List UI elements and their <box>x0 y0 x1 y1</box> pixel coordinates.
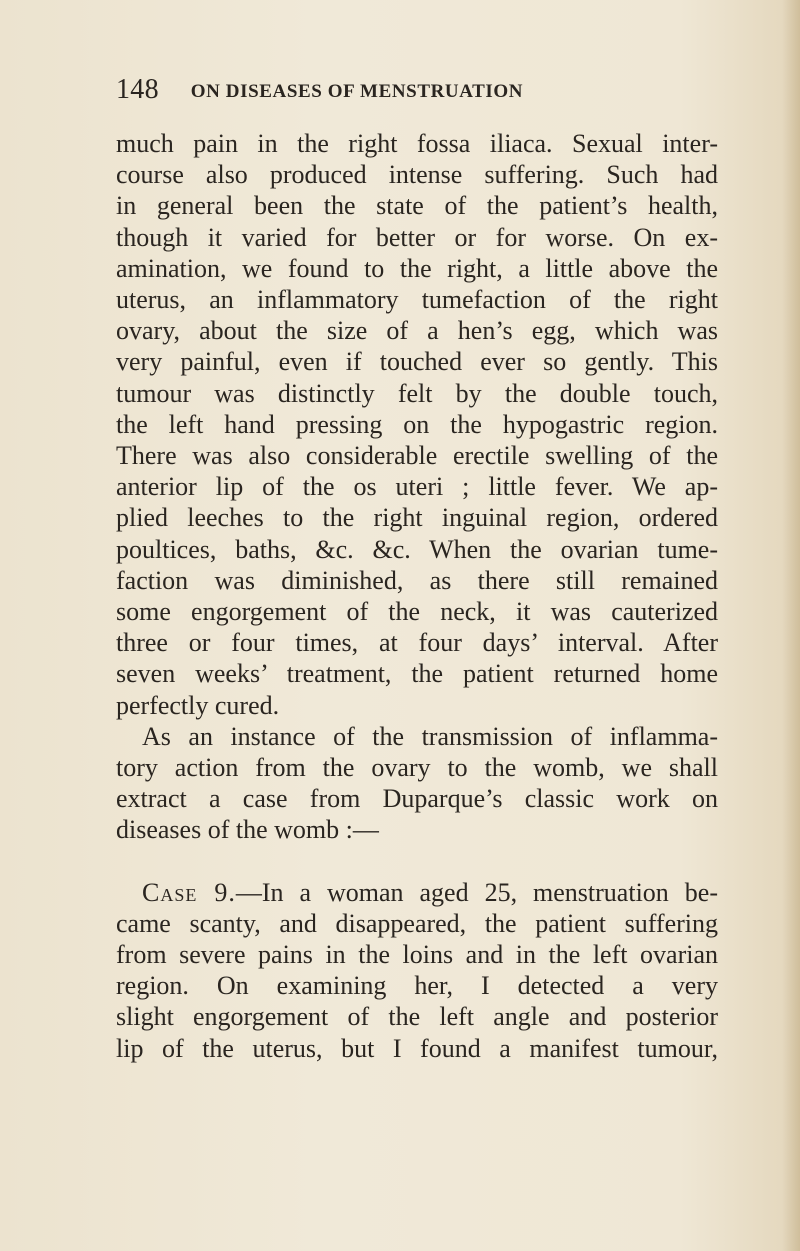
text-line: extract a case from Duparque’s classic work on <box>116 784 718 814</box>
text-line: amination, we found to the right, a little above the <box>116 253 718 283</box>
text-line: from severe pains in the loins and in the left ovarian <box>116 940 718 970</box>
page-number: 148 <box>116 74 159 105</box>
text-line: region. On examining her, I detected a very <box>116 971 718 1001</box>
text-line: tory action from the ovary to the womb, we shall <box>116 753 718 783</box>
text-line: diseases of the womb :— <box>116 815 379 845</box>
text-line: slight engorgement of the left angle and posterior <box>116 1002 718 1032</box>
body-text <box>116 128 718 1064</box>
text-line: As an instance of the transmission of inflamma- <box>142 721 718 751</box>
paragraph-spacer <box>116 846 718 877</box>
text-line: the left hand pressing on the hypogastric region. <box>116 409 718 439</box>
text-line: There was also considerable erectile swelling of the <box>116 441 718 471</box>
text-line: very painful, even if touched ever so gently. This <box>116 347 718 377</box>
text-line: some engorgement of the neck, it was cauterized <box>116 597 718 627</box>
text-line: perfectly cured. <box>116 690 280 720</box>
text-line: faction was diminished, as there still remained <box>116 565 718 595</box>
text-line: seven weeks’ treatment, the patient returned home <box>116 659 718 689</box>
case-label: Case 9. <box>142 877 236 907</box>
page-header <box>116 74 716 106</box>
text-line: poultices, baths, &c. &c. When the ovarian tume- <box>116 534 718 564</box>
text-line: much pain in the right fossa iliaca. Sexual inter- <box>116 129 718 158</box>
text-line: ovary, about the size of a hen’s egg, which was <box>116 316 718 346</box>
text-line-rest: —In a woman aged 25, menstruation be- <box>235 877 718 907</box>
text-line: tumour was distinctly felt by the double touch, <box>116 378 718 408</box>
text-line <box>116 877 718 908</box>
running-title: ON DISEASES OF MENSTRUATION <box>190 81 524 102</box>
paragraph-1 <box>116 128 718 721</box>
text-line: course also produced intense suffering. Such had <box>116 160 718 190</box>
text-line: came scanty, and disappeared, the patient suffering <box>116 908 718 938</box>
text-line: in general been the state of the patient’s health, <box>116 191 718 221</box>
paragraph-case-9 <box>116 877 718 1064</box>
text-line: plied leeches to the right inguinal region, ordered <box>116 503 718 533</box>
page-edge-shadow <box>782 0 800 1251</box>
text-line: three or four times, at four days’ interval. After <box>116 628 718 658</box>
paragraph-2 <box>116 721 718 846</box>
text-line: anterior lip of the os uteri ; little fever. We ap- <box>116 472 718 502</box>
text-line: though it varied for better or for worse. On ex- <box>116 222 718 252</box>
text-line: uterus, an inflammatory tumefaction of the right <box>116 285 718 315</box>
text-line: lip of the uterus, but I found a manifest tumour, <box>116 1033 718 1063</box>
